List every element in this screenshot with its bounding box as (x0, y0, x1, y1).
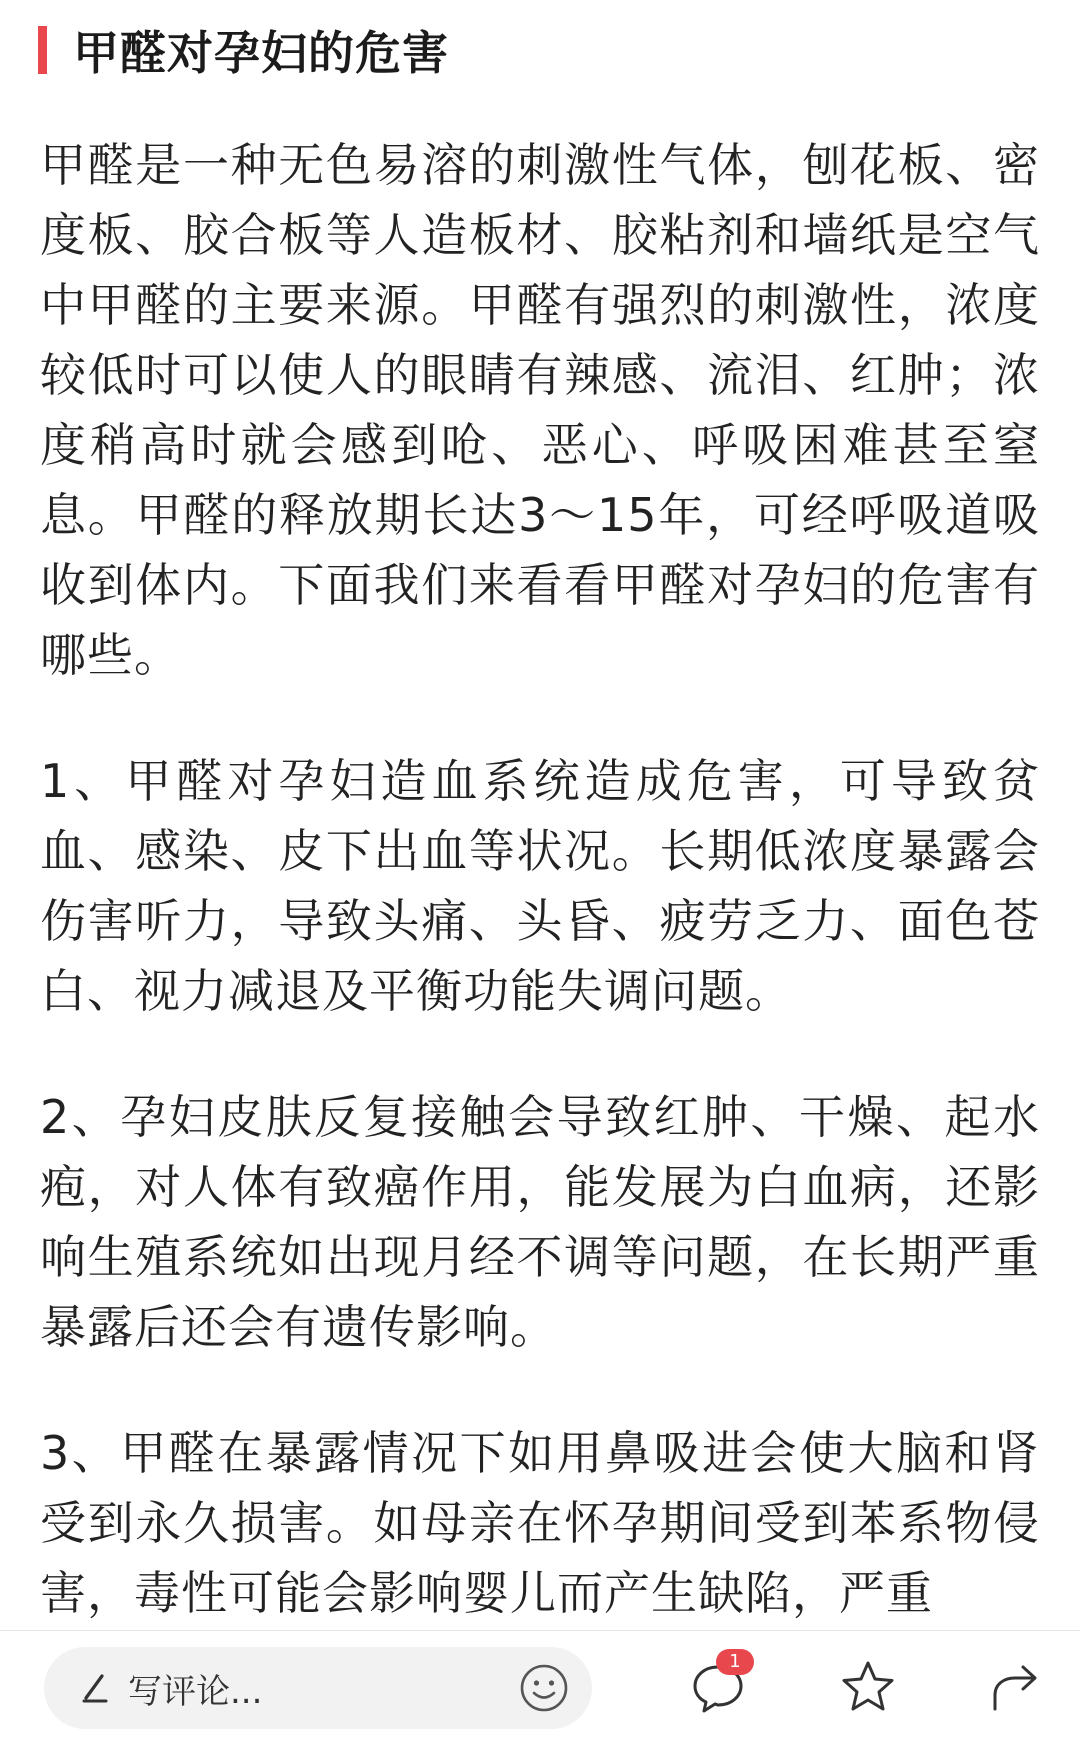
bottom-action-bar (0, 1630, 1080, 1745)
section-header (38, 22, 449, 78)
comment-count-badge: 1 (716, 1649, 754, 1675)
point-3-paragraph: 3、甲醛在暴露情况下如用鼻吸进会使大脑和肾受到永久损害。如母亲在怀孕期间受到苯系物侵害，毒性可能会影响婴儿而产生缺陷，严重 (40, 1426, 1040, 1620)
section-title: 甲醛对孕妇的危害 (73, 26, 449, 80)
comment-placeholder: 写评论... (128, 1671, 263, 1712)
emoji-icon[interactable] (518, 1662, 570, 1714)
point-2-paragraph: 2、孕妇皮肤反复接触会导致红肿、干燥、起水疱，对人体有致癌作用，能发展为白血病，还影响生殖系统如出现月经不调等问题，在长期严重暴露后还会有遗传影响。 (40, 1090, 1040, 1354)
point-1-paragraph: 1、甲醛对孕妇造血系统造成危害，可导致贫血、感染、皮下出血等状况。长期低浓度暴露会伤害听力，导致头痛、头昏、疲劳乏力、面色苍白、视力减退及平衡功能失调问题。 (40, 754, 1040, 1018)
comment-input[interactable] (44, 1647, 592, 1729)
title-accent-bar (38, 26, 47, 74)
intro-paragraph: 甲醛是一种无色易溶的刺激性气体，刨花板、密度板、胶合板等人造板材、胶粘剂和墙纸是空气中甲醛的主要来源。甲醛有强烈的刺激性，浓度较低时可以使人的眼睛有辣感、流泪、红肿；浓度稍高时就会感到呛、恶心、呼吸困难甚至窒息。甲醛的释放期长达3～15年，可经呼吸道吸收到体内。下面我们来看看甲醛对孕妇的危害有哪些。 (40, 138, 1040, 682)
star-icon[interactable] (838, 1657, 898, 1717)
pen-icon (74, 1668, 114, 1708)
article-body (40, 130, 1040, 1630)
share-arrow-icon[interactable] (985, 1657, 1045, 1717)
